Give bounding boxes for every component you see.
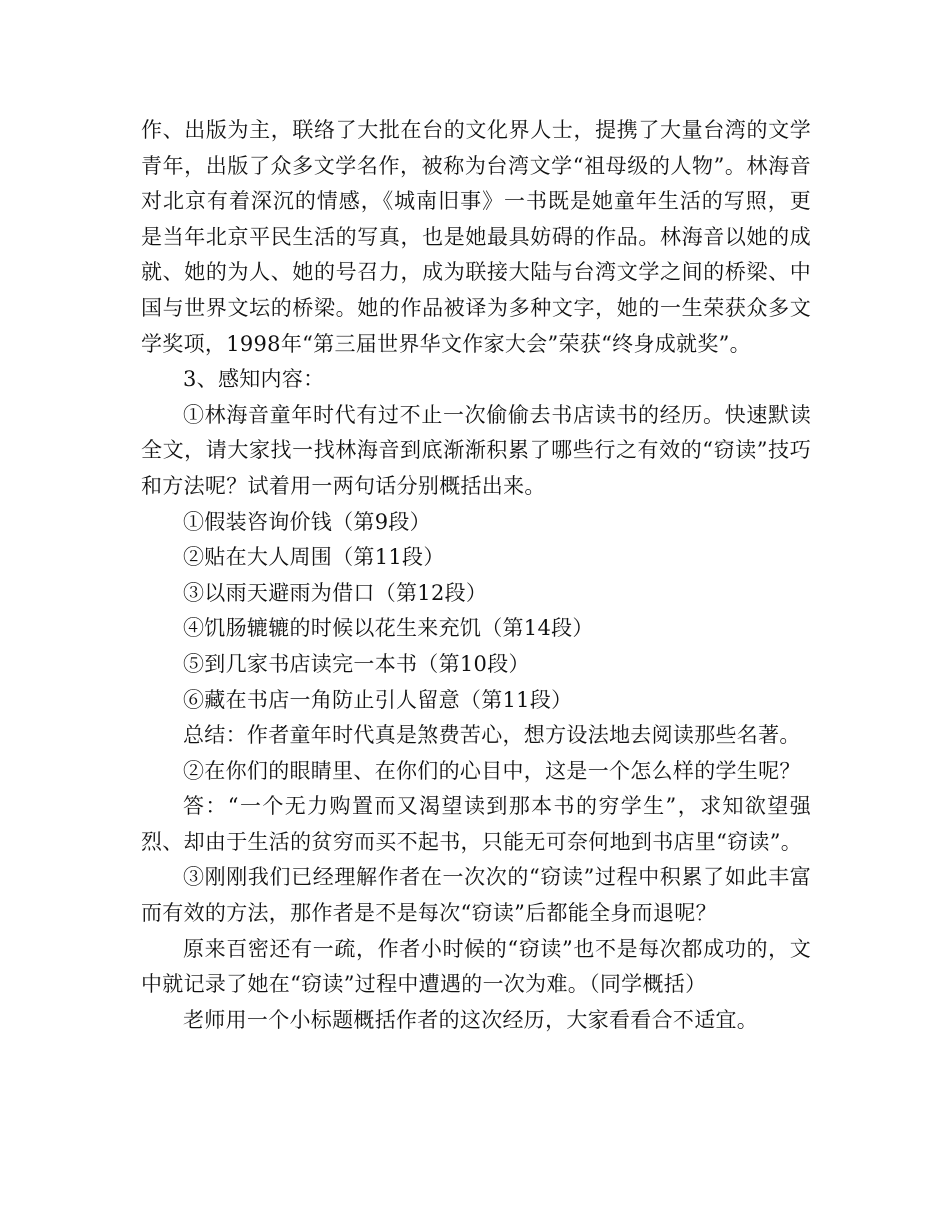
section-heading-perceive-content: 3、感知内容：: [183, 367, 325, 392]
answer-item-2: ②贴在大人周围（第11段）: [183, 545, 445, 570]
answer-item-5: ⑤到几家书店读完一本书（第10段）: [183, 651, 530, 676]
question-1: ①林海音童年时代有过不止一次偷偷去书店读书的经历。快速默读全文，请大家找一找林海音到底渐渐积累了哪些行之有效的“窃读”技巧和方法呢？试着用一两句话分别概括出来。: [141, 402, 811, 498]
answer-item-4: ④饥肠辘辘的时候以花生来充饥（第14段）: [183, 616, 594, 641]
question-3: ③刚刚我们已经理解作者在一次次的“窃读”过程中积累了如此丰富而有效的方法，那作者是不是每次“窃读”后都能全身而退呢？: [141, 865, 811, 926]
answer-item-3: ③以雨天避雨为借口（第12段）: [183, 580, 488, 605]
answer-paragraph: 答：“一个无力购置而又渴望读到那本书的穷学生”，求知欲望强烈、却由于生活的贫穷而买不起书，只能无可奈何地到书店里“窃读”。: [141, 794, 811, 854]
document-body: [141, 113, 811, 1038]
question-2: ②在你们的眼睛里、在你们的心目中，这是一个怎么样的学生呢？: [183, 758, 801, 783]
answer-item-1: ①假装咨询价钱（第9段）: [183, 509, 431, 534]
narrative-paragraph: 原来百密还有一疏，作者小时候的“窃读”也不是每次都成功的，文中就记录了她在“窃读”过程中遭遇的一次为难。（同学概括）: [141, 936, 811, 997]
teacher-instruction-paragraph: 老师用一个小标题概括作者的这次经历，大家看看合不适宜。: [183, 1007, 759, 1032]
summary-paragraph: 总结：作者童年时代真是煞费苦心，想方设法地去阅读那些名著。: [183, 723, 801, 748]
paragraph-author-bio: 作、出版为主，联络了大批在台的文化界人士，提携了大量台湾的文学青年，出版了众多文学名作，被称为台湾文学“祖母级的人物”。林海音对北京有着深沉的情感，《城南旧事》一书既是她童年生活的写照，更是当年北京平民生活的写真，也是她最具妨碍的作品。林海音以她的成就、她的为人、她的号召力，成为联接大陆与台湾文学之间的桥梁、中国与世界文坛的桥梁。她的作品被译为多种文字，她的一生荣获众多文学奖项，1998年“第三届世界华文作家大会”荣获“终身成就奖”。: [141, 118, 811, 356]
answer-item-6: ⑥藏在书店一角防止引人留意（第11段）: [183, 687, 573, 712]
